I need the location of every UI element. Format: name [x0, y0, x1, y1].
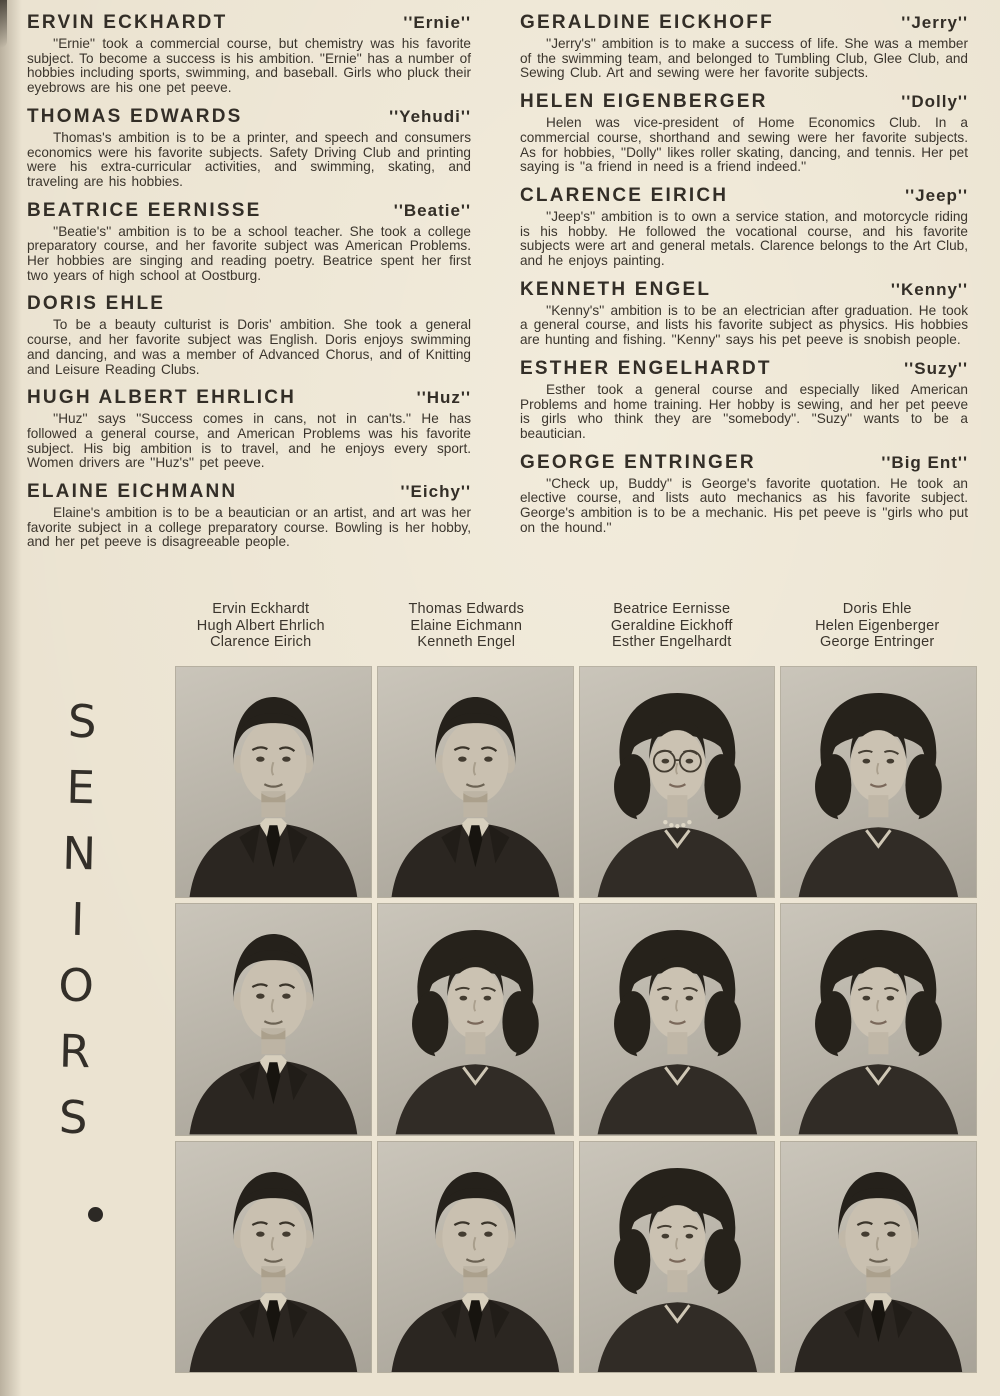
- bio-entry: [27, 481, 471, 550]
- student-bio: ''Jeep's'' ambition is to own a service station, and motorcycle riding is his hobby. He followed the vocational course, and his favorite subjects were art and general metals. Clarence belongs to the Art Club, and he enjoys painting.: [520, 208, 968, 269]
- roster-name: Helen Eigenberger: [815, 617, 940, 634]
- bio-entry: [27, 12, 471, 96]
- portrait-silhouette: [189, 934, 357, 1134]
- student-name: BEATRICE EERNISSE: [27, 199, 262, 221]
- bio-column-right: [520, 12, 968, 545]
- student-name: ERVIN ECKHARDT: [27, 12, 228, 33]
- portrait-photo: [176, 1142, 371, 1372]
- student-nickname: ''Jeep'': [905, 185, 968, 205]
- bio-entry: [520, 279, 968, 348]
- seniors-letter: S: [58, 1090, 89, 1144]
- seniors-letter: E: [65, 760, 96, 814]
- portrait-illustration: [176, 904, 371, 1134]
- student-bio: Helen was vice-president of Home Economics Club. In a commercial course, shorthand and sewing were her favorite subjects. As for hobbies, ''Dolly'' likes roller skating, dancing, and tennis. Her pet saying is ''a friend in need is a friend indeed.'': [520, 115, 968, 175]
- student-name: KENNETH ENGEL: [520, 278, 712, 300]
- portrait-photo: [176, 904, 371, 1134]
- bio-entry: [520, 358, 968, 442]
- roster-column-1: [158, 601, 364, 651]
- student-nickname: ''Suzy'': [904, 358, 968, 378]
- portrait-illustration: [378, 667, 573, 897]
- portrait-photo: [176, 667, 371, 897]
- roster-name: Beatrice Eernisse: [613, 601, 731, 617]
- seniors-letter: O: [57, 958, 95, 1012]
- roster-column-4: [775, 601, 981, 651]
- portrait-illustration: [781, 1142, 976, 1372]
- student-nickname: ''Yehudi'': [389, 106, 471, 126]
- portrait-photo: [580, 1142, 775, 1372]
- portrait-illustration: [176, 1142, 371, 1372]
- bio-entry: [520, 185, 968, 269]
- seniors-letter: I: [70, 892, 85, 946]
- portrait-photo: [378, 1142, 573, 1372]
- portrait-photo: [378, 904, 573, 1134]
- student-name: HELEN EIGENBERGER: [520, 91, 768, 113]
- portrait-silhouette: [391, 1172, 559, 1372]
- student-name: DORIS EHLE: [27, 293, 166, 315]
- portrait-photo: [781, 667, 976, 897]
- student-bio: ''Kenny's'' ambition is to be an electrician after graduation. He took a general course, and lists his favorite subject as physics. His hobbies are hunting and fishing. ''Kenny'' says his pet peeve is snobish people.: [520, 302, 968, 348]
- portrait-silhouette: [795, 1172, 963, 1372]
- student-bio: To be a beauty culturist is Doris' ambition. She took a general course, and her favorite subject was English. Doris enjoys swimming and dancing, and was a member of Advanced Chorus, and of Knitting and Leisure Reading Clubs.: [27, 317, 471, 377]
- student-nickname: ''Kenny'': [890, 279, 968, 299]
- seniors-bullet-dot: [88, 1207, 103, 1222]
- portrait-photo: [781, 904, 976, 1134]
- roster-column-3: [569, 601, 775, 651]
- portrait-illustration: [781, 667, 976, 897]
- student-name: ELAINE EICHMANN: [27, 481, 238, 503]
- roster-name: Doris Ehle: [842, 601, 912, 617]
- portrait-silhouette: [799, 693, 959, 897]
- roster-name: Elaine Eichmann: [410, 617, 523, 634]
- student-nickname: ''Ernie'': [403, 13, 471, 32]
- seniors-letter: R: [58, 1024, 92, 1078]
- roster-name: Thomas Edwards: [408, 601, 525, 617]
- bio-column-left: [27, 12, 471, 560]
- portrait-photo: [378, 667, 573, 897]
- roster-name: Hugh Albert Ehrlich: [196, 617, 325, 634]
- student-bio: ''Ernie'' took a commercial course, but chemistry was his favorite subject. To become a success is his ambition. ''Ernie'' has a number of hobbies including sports, swimming, and baseball. Girls who pluck their eyebrows are his one pet peeve.: [27, 36, 471, 96]
- roster-name: Kenneth Engel: [417, 634, 516, 650]
- student-name: ESTHER ENGELHARDT: [520, 357, 772, 379]
- seniors-vertical-title: [40, 687, 116, 1150]
- roster-name: Geraldine Eickhoff: [610, 617, 733, 634]
- student-bio: ''Beatie's'' ambition is to be a school teacher. She took a college preparatory course, and her favorite subject was American Problems. Her hobbies are singing and reading poetry. Beatrice spent her first two years of high school at Oostburg.: [27, 223, 471, 283]
- student-nickname: ''Huz'': [416, 388, 471, 408]
- bio-entry: [27, 387, 471, 471]
- portrait-silhouette: [189, 1172, 357, 1372]
- roster-name: Esther Engelhardt: [612, 634, 732, 650]
- portrait-photo-grid: [176, 667, 976, 1372]
- portrait-photo: [580, 667, 775, 897]
- portrait-illustration: [580, 667, 775, 897]
- student-nickname: ''Beatie'': [393, 200, 471, 220]
- student-bio: Esther took a general course and especially liked American Problems and home training. Her hobby is sewing, and her pet peeve is girls who think they are ''somebody''. ''Suzy'' wants to be a beautician.: [520, 381, 968, 441]
- portrait-illustration: [781, 904, 976, 1134]
- student-nickname: ''Eichy'': [400, 482, 471, 502]
- scan-corner-artifact: [0, 0, 7, 48]
- bio-entry: [27, 106, 471, 190]
- roster-name: Ervin Eckhardt: [212, 601, 310, 617]
- portrait-illustration: [378, 904, 573, 1134]
- student-name: THOMAS EDWARDS: [27, 105, 243, 127]
- page-gutter-shadow: [0, 0, 22, 1396]
- seniors-letter: S: [67, 694, 98, 748]
- student-name: GERALDINE EICKHOFF: [520, 12, 774, 33]
- student-name: GEORGE ENTRINGER: [520, 451, 756, 473]
- student-nickname: ''Jerry'': [901, 13, 968, 32]
- student-name: CLARENCE EIRICH: [520, 184, 729, 206]
- photo-caption-roster: [158, 601, 980, 651]
- seniors-letter: N: [61, 826, 97, 880]
- roster-name: George Entringer: [820, 634, 935, 650]
- portrait-silhouette: [799, 930, 959, 1134]
- student-name: HUGH ALBERT EHRLICH: [27, 387, 297, 409]
- portrait-illustration: [378, 1142, 573, 1372]
- portrait-silhouette: [597, 930, 757, 1134]
- bio-entry: [27, 200, 471, 284]
- portrait-silhouette: [391, 697, 559, 897]
- student-bio: Thomas's ambition is to be a printer, and speech and consumers economics were his favorite subjects. Safety Driving Club and printing were his extra-curricular activities, and swimming, skating, and traveling are his hobbies.: [27, 129, 471, 189]
- student-bio: Elaine's ambition is to be a beautician or an artist, and art was her favorite subject in a college preparatory course. Bowling is her hobby, and her pet peeve is disagreeable people.: [27, 505, 471, 550]
- roster-column-2: [364, 601, 570, 651]
- portrait-illustration: [580, 1142, 775, 1372]
- roster-name: Clarence Eirich: [210, 634, 312, 650]
- student-bio: ''Huz'' says ''Success comes in cans, not in can'ts.'' He has followed a general course, and American Problems was his favorite subject. His big ambition is to travel, and he enjoys every sport. Women drivers are ''Huz's'' pet peeve.: [27, 411, 471, 471]
- portrait-silhouette: [597, 693, 757, 897]
- bio-entry: [520, 12, 968, 81]
- portrait-photo: [580, 904, 775, 1134]
- portrait-silhouette: [189, 697, 357, 897]
- student-bio: ''Check up, Buddy'' is George's favorite quotation. He took an elective course, and lists auto mechanics as his favorite subject. George's ambition is to be a mechanic. His pet peeve is ''girls who put on the hound.'': [520, 475, 968, 535]
- bio-entry: [520, 91, 968, 175]
- student-bio: ''Jerry's'' ambition is to make a success of life. She was a member of the swimming team, and belonged to Tumbling Club, Glee Club, and Sewing Club. Art and sewing were her favorite subjects.: [520, 36, 968, 81]
- portrait-silhouette: [597, 1168, 757, 1372]
- portrait-illustration: [176, 667, 371, 897]
- bio-entry: [520, 452, 968, 536]
- bio-entry: [27, 293, 471, 377]
- student-nickname: ''Big Ent'': [881, 452, 968, 472]
- portrait-photo: [781, 1142, 976, 1372]
- portrait-illustration: [580, 904, 775, 1134]
- portrait-silhouette: [395, 930, 555, 1134]
- student-nickname: ''Dolly'': [901, 92, 968, 112]
